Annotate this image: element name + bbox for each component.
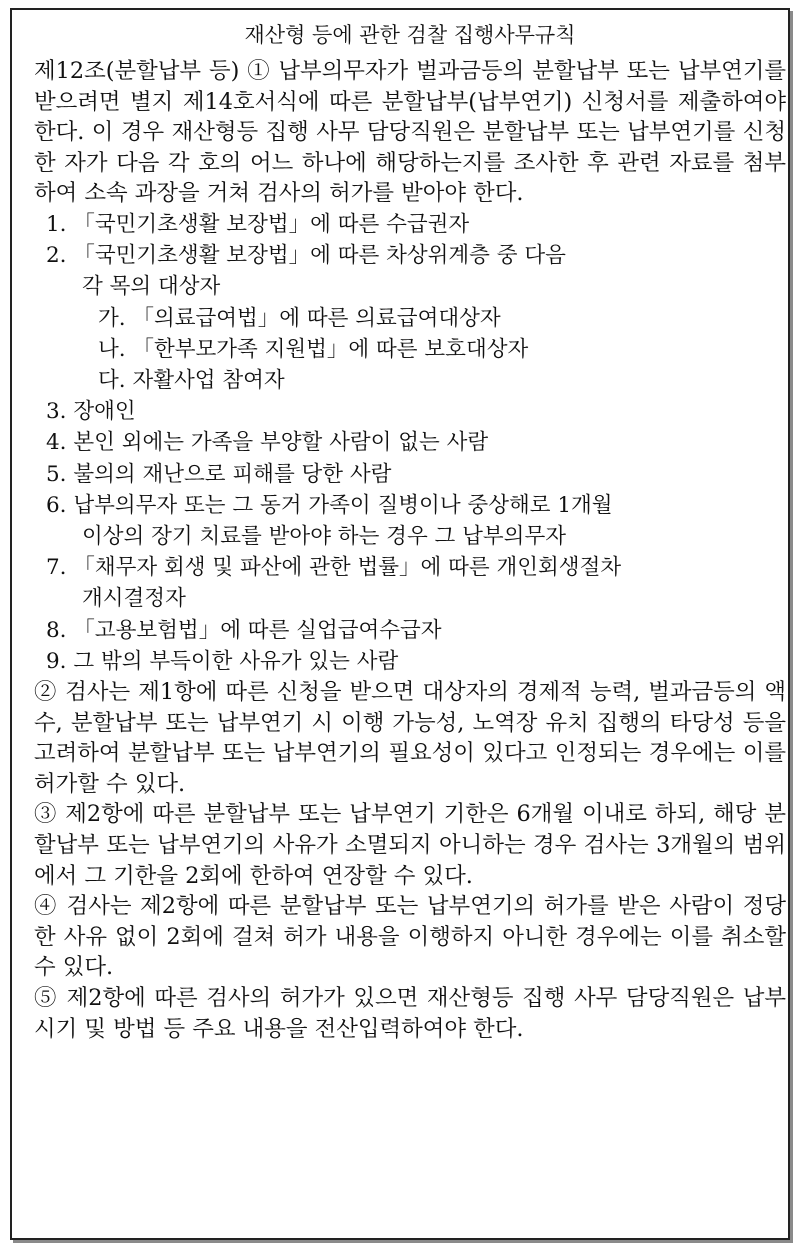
article-12-paragraph-2: ② 검사는 제1항에 따른 신청을 받으면 대상자의 경제적 능력, 벌과금등의 액수, 분할납부 또는 납부연기 시 이행 가능성, 노역장 유치 집행의 타당성 등을 고려하여 분할납부 또는 납부연기의 필요성이 있다고 인정되는 경우에는 이를 허가할 수 있다. [34, 679, 786, 797]
list-item-7: 7. 「채무자 회생 및 파산에 관한 법률」에 따른 개인회생절차 [46, 555, 622, 581]
article-12-paragraph-5: ⑤ 제2항에 따른 검사의 허가가 있으면 재산형등 집행 사무 담당직원은 납부 시기 및 방법 등 주요 내용을 전산입력하여야 한다. [34, 984, 786, 1042]
list-subitem-ga: 가. 「의료급여법」에 따른 의료급여대상자 [98, 305, 501, 331]
article-12-paragraph-3: ③ 제2항에 따른 분할납부 또는 납부연기 기한은 6개월 이내로 하되, 해당 분할납부 또는 납부연기의 사유가 소멸되지 아니하는 경우 검사는 3개월의 범위에서 그 기한을 2회에 한하여 연장할 수 있다. [34, 801, 786, 889]
article-12-paragraph-4: ④ 검사는 제2항에 따른 분할납부 또는 납부연기의 허가를 받은 사람이 정당한 사유 없이 2회에 걸쳐 허가 내용을 이행하지 아니한 경우에는 이를 취소할 수 있다. [34, 893, 786, 981]
item-list [34, 209, 786, 677]
list-item-5: 5. 불의의 재난으로 피해를 당한 사람 [46, 461, 392, 487]
list-item-4: 4. 본인 외에는 가족을 부양할 사람이 없는 사람 [46, 430, 489, 456]
list-item-8: 8. 「고용보험법」에 따른 실업급여수급자 [46, 617, 442, 643]
list-item-9: 9. 그 밖의 부득이한 사유가 있는 사람 [46, 648, 399, 674]
list-subitem-na: 나. 「한부모가족 지원법」에 따른 보호대상자 [98, 336, 529, 362]
document-frame [10, 8, 790, 1240]
list-item-1: 1. 「국민기초생활 보장법」에 따른 수급권자 [46, 211, 470, 237]
list-item-7-continuation: 개시결정자 [82, 586, 186, 612]
list-item-2: 2. 「국민기초생활 보장법」에 따른 차상위계층 중 다음 [46, 243, 566, 269]
list-item-6: 6. 납부의무자 또는 그 동거 가족이 질병이나 중상해로 1개월 [46, 492, 613, 518]
list-item-3: 3. 장애인 [46, 399, 136, 425]
list-subitem-da: 다. 자활사업 참여자 [98, 367, 285, 393]
list-item-6-continuation: 이상의 장기 치료를 받아야 하는 경우 그 납부의무자 [82, 524, 566, 549]
document-body [34, 20, 786, 1044]
article-12-paragraph-1: 제12조(분할납부 등) ① 납부의무자가 벌과금등의 분할납부 또는 납부연기를 받으려면 별지 제14호서식에 따른 분할납부(납부연기) 신청서를 제출하여야 한다. 이 경우 재산형등 집행 사무 담당직원은 분할납부 또는 납부연기를 신청한 자가 다음 각 호의 어느 하나에 해당하는지를 조사한 후 관련 자료를 첨부하여 소속 과장을 거쳐 검사의 허가를 받아야 한다. [34, 58, 786, 207]
list-item-2-continuation: 각 목의 대상자 [82, 274, 221, 300]
document-title: 재산형 등에 관한 검찰 집행사무규칙 [244, 23, 576, 47]
